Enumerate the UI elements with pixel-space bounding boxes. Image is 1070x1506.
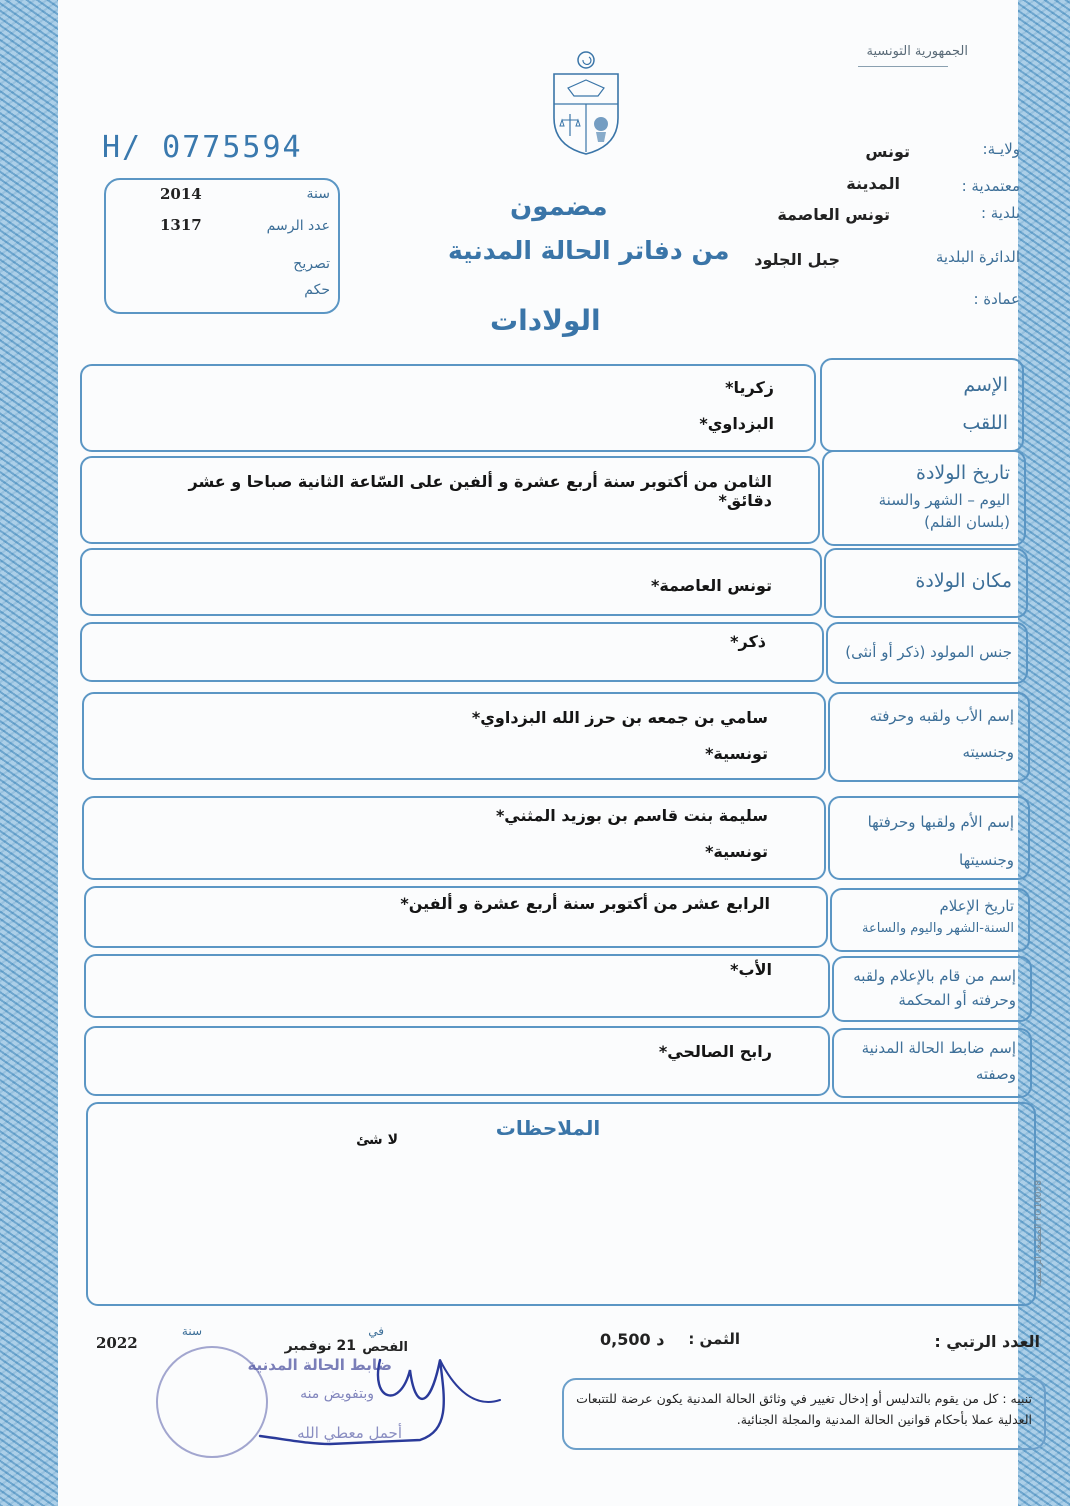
date-in-label: في	[368, 1324, 384, 1338]
birth-date-value-box	[80, 456, 820, 544]
father-label-2: وجنسيته	[962, 743, 1014, 761]
declarant-label-1: إسم من قام بالإعلام ولقبه	[853, 967, 1016, 985]
municipality-label: بلدية :	[980, 204, 1020, 222]
mother-label-box	[828, 796, 1030, 880]
name-label: الإسم	[963, 374, 1008, 396]
sex-value: ذكر*	[730, 632, 766, 651]
mother-label-2: وجنسيتها	[959, 851, 1014, 869]
sex-value-box	[80, 622, 824, 682]
municipality-value: تونس العاصمة	[777, 205, 890, 224]
birth-date-label-1: تاريخ الولادة	[916, 462, 1010, 484]
remarks-value: لا شئ	[356, 1132, 398, 1148]
birth-place-value-box	[80, 548, 822, 616]
officer-label-2: وصفته	[975, 1065, 1016, 1083]
handwritten-signature	[250, 1340, 510, 1450]
birth-place-label: مكان الولادة	[915, 570, 1012, 592]
registers-title: من دفاتر الحالة المدنية	[448, 236, 730, 265]
registry-number-value: 1317	[160, 216, 202, 234]
issue-year: 2022	[96, 1334, 138, 1352]
birth-place-label-box	[824, 548, 1028, 618]
remarks-box	[86, 1102, 1036, 1306]
surname-label: اللقب	[962, 412, 1008, 434]
remarks-label: الملاحظات	[495, 1116, 601, 1140]
state-value: تونس	[865, 142, 910, 161]
officer-value-box	[84, 1026, 830, 1096]
price-label: الثمن :	[688, 1330, 740, 1348]
issue-year-label: سنة	[181, 1324, 202, 1338]
births-title: الولادات	[490, 304, 601, 337]
mother-name-value: سليمة بنت قاسم بن بوزيد المثني*	[495, 806, 768, 825]
serial-number: H/ 0775594	[102, 130, 303, 165]
official-printer-mark: المطبعة الرسمية FO10058	[1034, 1180, 1044, 1287]
declaration-date-value-box	[84, 886, 828, 948]
officer-value: رابح الصالحي*	[658, 1042, 772, 1061]
surname-value: البزداوي*	[699, 414, 774, 433]
sex-label-box	[826, 622, 1028, 684]
father-value-box	[82, 692, 826, 780]
declaration-date-label-box	[830, 888, 1030, 952]
birth-date-label-2: اليوم – الشهر والسنة	[878, 491, 1010, 509]
declaration-date-label-2: السنة-الشهر واليوم والساعة	[861, 921, 1014, 936]
extract-title: مضمون	[510, 192, 608, 222]
republic-underline	[858, 66, 948, 67]
birth-date-label-box	[822, 450, 1026, 546]
mother-label-1: إسم الأم ولقبها وحرفتها	[867, 813, 1014, 831]
father-nationality-value: تونسية*	[705, 744, 768, 763]
registry-box	[104, 178, 340, 314]
issue-location: الفحص	[362, 1340, 408, 1355]
declarant-value: الأب*	[730, 960, 772, 979]
registry-judgment-label: حكم	[304, 282, 330, 298]
officer-title-stamp: ضابط الحالة المدنية	[247, 1356, 392, 1374]
district-label: الدائرة البلدية	[935, 248, 1020, 266]
delegation-value: المدينة	[846, 174, 900, 193]
registry-declaration-label: تصريح	[293, 256, 330, 272]
officer-label-box	[832, 1028, 1032, 1098]
father-label-1: إسم الأب ولقبه وحرفته	[869, 707, 1014, 725]
state-label: ولايـة:	[982, 140, 1020, 158]
registry-year-value: 2014	[160, 185, 202, 203]
sex-label: جنس المولود (ذكر أو أنثى)	[845, 643, 1012, 661]
declarant-label-box	[832, 956, 1032, 1022]
registry-year-label: سنة	[306, 186, 330, 202]
father-name-value: سامي بن جمعه بن حرز الله البزداوي*	[471, 708, 768, 727]
republic-heading: الجمهورية التونسية	[866, 44, 968, 59]
delegation-label: معتمدية :	[961, 177, 1020, 195]
delegation-stamp: وبتفويض منه	[300, 1386, 374, 1402]
name-value-box	[80, 364, 816, 452]
signer-stamp: أحمل معطي الله	[297, 1424, 402, 1442]
legal-warning-text: تنبيه : كل من يقوم بالتدليس أو إدخال تغيير في وثائق الحالة المدنية يكون عرضة للتتبعات العدلية عملا بأحكام قوانين الحالة المدنية والمجلة الجنائية.	[576, 1391, 1032, 1428]
district-value: جبل الجلود	[754, 250, 840, 269]
legal-warning-box	[562, 1378, 1046, 1450]
declarant-value-box	[84, 954, 830, 1018]
serial-number-label: العدد الرتبي :	[934, 1332, 1040, 1351]
name-label-box	[820, 358, 1024, 452]
left-guilloche-border	[0, 0, 58, 1506]
mother-nationality-value: تونسية*	[705, 842, 768, 861]
declaration-date-value: الرابع عشر من أكتوبر سنة أربع عشرة و ألفين*	[400, 894, 770, 913]
birth-place-value: تونس العاصمة*	[650, 576, 772, 595]
birth-date-value: الثامن من أكتوبر سنة أربع عشرة و ألفين على السّاعة الثانية صباحا و عشر دقائق*	[188, 472, 772, 510]
father-label-box	[828, 692, 1030, 782]
issue-date: 21 نوفمبر	[284, 1338, 356, 1354]
declaration-date-label-1: تاريخ الإعلام	[939, 897, 1014, 915]
birth-date-label-3: (بلسان القلم)	[924, 513, 1010, 531]
registry-number-label: عدد الرسم	[266, 218, 330, 234]
omda-label: عمادة :	[973, 290, 1020, 308]
tunisia-coat-of-arms-icon	[546, 48, 626, 158]
mother-value-box	[82, 796, 826, 880]
first-name-value: زكريا*	[725, 378, 774, 397]
declarant-label-2: وحرفته أو المحكمة	[898, 991, 1016, 1009]
price-value: 0,500 د	[600, 1330, 665, 1349]
officer-label-1: إسم ضابط الحالة المدنية	[861, 1039, 1016, 1057]
